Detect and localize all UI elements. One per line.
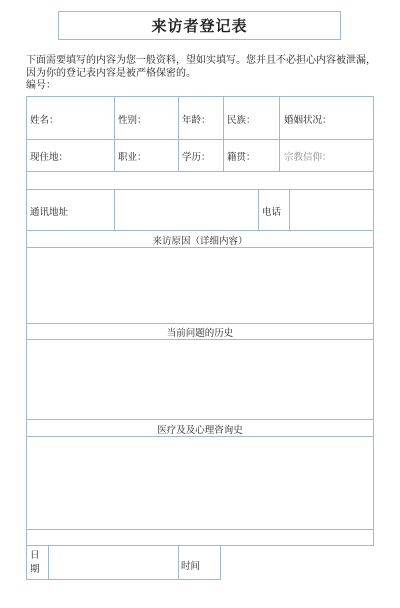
reason-header: 来访原因（详细内容）	[152, 236, 248, 247]
row-divider	[27, 436, 373, 437]
col-divider	[114, 189, 115, 230]
footer-row	[26, 546, 221, 580]
intro-line-2: 因为你的登记表内容是被严格保密的。	[26, 67, 196, 79]
intro-text	[26, 55, 378, 93]
education-label: 学历：	[182, 152, 211, 163]
religion-label: 宗教信仰：	[284, 152, 332, 163]
gender-label: 性别：	[118, 115, 147, 126]
date-cell	[26, 546, 49, 580]
marital-label: 婚姻状况：	[284, 115, 332, 126]
registration-table	[26, 96, 374, 546]
col-divider	[178, 97, 179, 171]
row-divider	[27, 171, 373, 172]
ethnicity-label: 民族：	[227, 115, 256, 126]
time-label: 时间	[181, 561, 201, 572]
row-divider	[27, 419, 373, 420]
row-divider	[27, 139, 373, 140]
job-label: 职业：	[118, 152, 147, 163]
row-divider	[27, 339, 373, 340]
history-header: 当前问题的历史	[166, 328, 234, 339]
col-divider	[279, 97, 280, 171]
col-divider	[289, 189, 290, 230]
col-divider	[258, 189, 259, 230]
native-place-label: 籍贯：	[227, 152, 256, 163]
col-divider	[114, 97, 115, 171]
phone-label: 电话	[262, 207, 282, 218]
row-divider	[27, 323, 373, 324]
address-label: 通讯地址	[30, 207, 69, 218]
date-value-cell[interactable]	[48, 546, 179, 580]
consult-header: 医疗及及心理咨询史	[157, 425, 243, 436]
row-divider	[27, 189, 373, 190]
residence-label: 现住地：	[30, 152, 69, 163]
row-divider	[27, 247, 373, 248]
row-divider	[27, 230, 373, 231]
date-label: 日期	[30, 550, 40, 575]
col-divider	[223, 97, 224, 171]
name-label: 姓名：	[30, 115, 59, 126]
age-label: 年龄：	[182, 115, 211, 126]
intro-line-1: 下面需要填写的内容为您一般资料，望如实填写。您并且不必担心内容被泄漏，	[26, 55, 376, 66]
time-cell	[178, 546, 221, 580]
number-label: 编号：	[26, 80, 56, 91]
row-divider	[27, 529, 373, 530]
form-title: 来访者登记表	[58, 11, 341, 40]
